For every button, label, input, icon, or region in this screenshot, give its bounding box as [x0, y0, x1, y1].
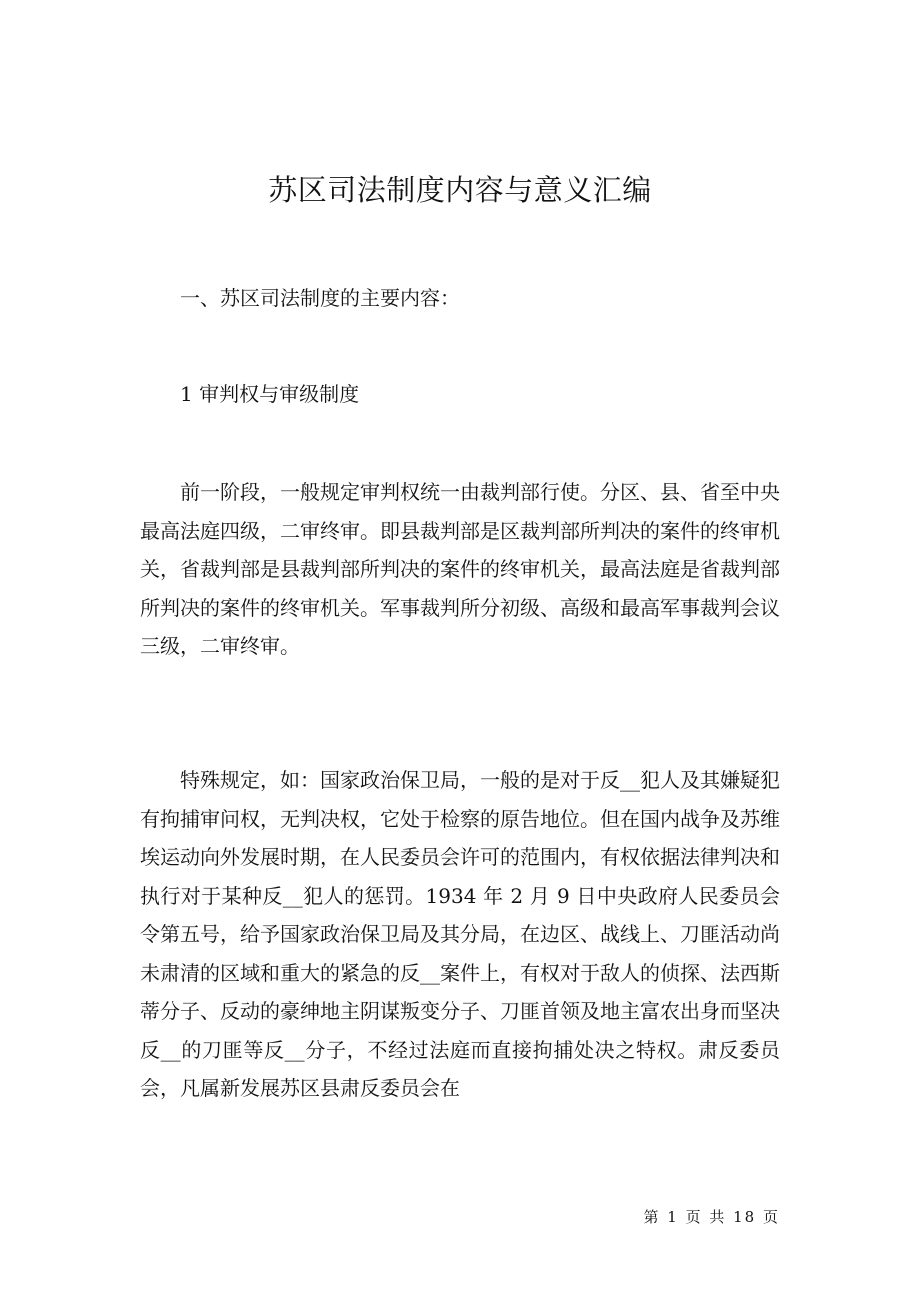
section-heading: 一、苏区司法制度的主要内容：	[180, 286, 460, 310]
paragraph-special-provisions: 特殊规定，如：国家政治保卫局，一般的是对于反__犯人及其嫌疑犯有拘捕审问权，无判决权，它处于检察的原告地位。但在国内战争及苏维埃运动向外发展时期，在人民委员会许可的范围内，有权依据法律判决和执行对于某种反__犯人的惩罚。1934 年 2 月 9 日中央政府人民委员会令第五号，给予国家政治保卫局及其分局，在边区、战线上、刀匪活动尚未肃清的区域和重大的紧急的反__案件上，有权对于敌人的侦探、法西斯蒂分子、反动的豪绅地主阴谋叛变分子、刀匪首领及地主富农出身而坚决反__的刀匪等反__分子，不经过法庭而直接拘捕处决之特权。肃反委员会，凡属新发展苏区县肃反委员会在	[140, 768, 780, 1100]
subsection-heading: 1 审判权与审级制度	[180, 382, 360, 406]
paragraph-trial-levels: 前一阶段，一般规定审判权统一由裁判部行使。分区、县、省至中央最高法庭四级，二审终审。即县裁判部是区裁判部所判决的案件的终审机关，省裁判部是县裁判部所判决的案件的终审机关，最高法庭是省裁判部所判决的案件的终审机关。军事裁判所分初级、高级和最高军事裁判会议三级，二审终审。	[140, 480, 780, 658]
document-title: 苏区司法制度内容与意义汇编	[268, 173, 652, 207]
page-number: 第 1 页 共 18 页	[643, 1208, 780, 1226]
